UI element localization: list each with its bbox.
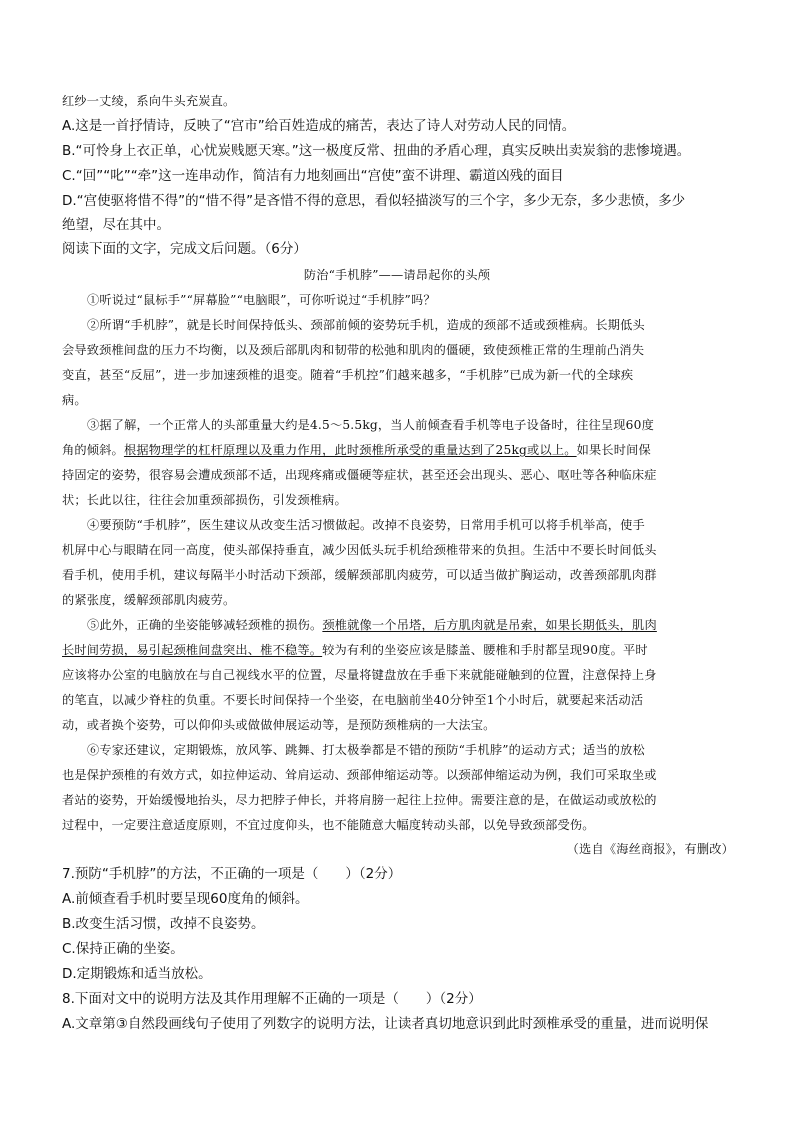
question-7-option-a [62, 890, 744, 908]
underlined-sentence-para-5b: 长时间劳损，易引起颈椎间盘突出、椎不稳等。 [62, 643, 323, 657]
para-2-line-2 [62, 341, 744, 359]
para-5-text-1a: ⑤此外，正确的坐姿能够减轻颈椎的损伤。 [87, 618, 323, 632]
para-6-text-2: 也是保护颈椎的有效方式，如拉伸运动、耸肩运动、颈部伸缩运动等。以颈部伸缩运动为例，我们可采取坐或 [62, 768, 657, 782]
para-4-text-4: 的紧张度，缓解颈部肌肉疲劳。 [62, 593, 236, 607]
para-1-line [87, 291, 744, 309]
option-c-text: C.“回”“叱”“牵”这一连串动作，简洁有力地刻画出“宫使”蛮不讲理、霸道凶残的面目 [62, 168, 564, 184]
para-3-line-3 [62, 466, 744, 484]
para-3-line-2 [62, 441, 744, 459]
para-2-text-4: 病。 [62, 393, 87, 407]
option-d-text: D.“宫使驱将惜不得”的“惜不得”是吝惜不得的意思，看似轻描淡写的三个字，多少无奈，多少悲愤，多少 [62, 193, 686, 209]
article-title-text: 防治“手机脖”——请昂起你的头颅 [303, 268, 491, 282]
para-2-text-3: 变直，甚至“反屈”，进一步加速颈椎的退变。随着“手机控”们越来越多，“手机脖”已成为新一代的全球疾 [62, 368, 634, 382]
question-7-option-b [62, 915, 744, 933]
question-8-option-a [62, 1015, 744, 1033]
underlined-sentence-para-3: 根据物理学的杠杆原理以及重力作用，此时颈椎所承受的重量达到了25kg或以上。 [123, 443, 577, 457]
para-6-line-4 [62, 816, 744, 834]
para-4-line-2 [62, 541, 744, 559]
para-5-text-4: 的笔直，以减少脊柱的负重。不要长时间保持一个坐姿，在电脑前坐40分钟至1个小时后，就要起来活动活 [62, 693, 644, 707]
para-3-line-1 [87, 416, 744, 434]
question-7-option-a-text: A.前倾查看手机时要呈现60度角的倾斜。 [62, 891, 309, 907]
question-7-option-c-text: C.保持正确的坐姿。 [62, 941, 184, 957]
para-6-text-1: ⑥专家还建议，定期锻炼，放风筝、跳舞、打太极拳都是不错的预防“手机脖”的运动方式；适当的放松 [87, 743, 645, 757]
question-7-option-b-text: B.改变生活习惯，改掉不良姿势。 [62, 916, 265, 932]
question-7-text: 7.预防“手机脖”的方法，不正确的一项是（ ）（2分） [62, 866, 402, 882]
para-2-text-2: 会导致颈椎间盘的压力不均衡，以及颈后部肌肉和韧带的松弛和肌肉的僵硬，致使颈椎正常的生理前凸消失 [62, 343, 645, 357]
para-6-line-3 [62, 791, 744, 809]
option-d-continued-text: 绝望，尽在其中。 [62, 217, 170, 233]
option-b-text: B.“可怜身上衣正单，心忧炭贱愿天寒。”这一极度反常、扭曲的矛盾心理，真实反映出卖炭翁的悲惨境遇。 [62, 143, 691, 159]
para-6-line-1 [87, 741, 744, 759]
para-3-text-1: ③据了解，一个正常人的头部重量大约是4.5～5.5kg，当人前倾查看手机等电子设备时，往往呈现60度 [87, 418, 654, 432]
para-3-text-2a: 角的倾斜。 [62, 443, 124, 457]
para-4-text-3: 看手机，使用手机，建议每隔半小时活动下颈部，缓解颈部肌肉疲劳，可以适当做扩胸运动，改善颈部肌肉群 [62, 568, 657, 582]
option-c [62, 167, 744, 185]
para-2-line-1 [87, 316, 744, 334]
source-note-text: （选自《海丝商报》，有删改） [566, 842, 734, 856]
para-3-text-2b: 如果长时间保 [576, 443, 651, 457]
question-8-option-a-text: A.文章第③自然段画线句子使用了列数字的说明方法，让读者真切地意识到此时颈椎承受的重量，进而说明保 [62, 1016, 709, 1032]
para-5-line-2 [62, 641, 744, 659]
question-8 [62, 990, 744, 1008]
para-4-line-3 [62, 566, 744, 584]
article-title [0, 266, 794, 284]
para-5-text-2b: 较为有利的坐姿应该是膝盖、腰椎和手肘都呈现90度。平时 [322, 643, 648, 657]
para-1-text: ①听说过“鼠标手”“屏幕脸”“电脑眼”，可你听说过“手机脖”吗？ [87, 293, 436, 307]
option-a [62, 117, 744, 135]
para-2-text-1: ②所谓“手机脖”，就是长时间保持低头、颈部前倾的姿势玩手机，造成的颈部不适或颈椎病。长期低头 [87, 318, 645, 332]
option-b [62, 142, 744, 160]
question-7-option-d [62, 965, 744, 983]
para-4-line-1 [87, 516, 744, 534]
para-5-line-5 [62, 716, 744, 734]
question-7 [62, 865, 744, 883]
para-6-text-3: 者站的姿势，开始缓慢地抬头，尽力把脖子伸长，并将肩膀一起往上拉伸。需要注意的是，在做运动或放松的 [62, 793, 657, 807]
para-5-line-4 [62, 691, 744, 709]
para-5-text-3: 应该将办公室的电脑放在与自己视线水平的位置，尽量将键盘放在手垂下来就能碰触到的位置，注意保持上身 [62, 668, 657, 682]
poem-line-text: 红纱一丈绫，系向牛头充炭直。 [62, 94, 236, 108]
reading-instruction [62, 240, 744, 258]
para-2-line-3 [62, 366, 744, 384]
para-6-text-4: 过程中，一定要注意适度原则，不宜过度仰头，也不能随意大幅度转动头部，以免导致颈部受伤。 [62, 818, 595, 832]
question-8-text: 8.下面对文中的说明方法及其作用理解不正确的一项是（ ）（2分） [62, 991, 482, 1007]
para-3-text-4: 状；长此以往，往往会加重颈部损伤，引发颈椎病。 [62, 493, 347, 507]
question-7-option-c [62, 940, 744, 958]
para-5-text-5: 动，或者换个姿势，可以仰仰头或做做伸展运动等，是预防颈椎病的一大法宝。 [62, 718, 496, 732]
source-note [567, 840, 734, 858]
para-2-line-4 [62, 391, 744, 409]
para-5-line-3 [62, 666, 744, 684]
para-4-text-1: ④要预防“手机脖”，医生建议从改变生活习惯做起。改掉不良姿势，日常用手机可以将手机举高，使手 [87, 518, 645, 532]
option-d [62, 192, 744, 210]
option-d-continued [62, 216, 744, 234]
option-a-text: A.这是一首抒情诗，反映了“宫市”给百姓造成的痛苦，表达了诗人对劳动人民的同情。 [62, 118, 576, 134]
para-4-line-4 [62, 591, 744, 609]
para-4-text-2: 机屏中心与眼睛在同一高度，使头部保持垂直，减少因低头玩手机给颈椎带来的负担。生活中不要长时间低头 [62, 543, 657, 557]
para-6-line-2 [62, 766, 744, 784]
para-5-line-1 [87, 616, 744, 634]
underlined-sentence-para-5a: 颈椎就像一个吊塔，后方肌肉就是吊索，如果长期低头，肌肉 [322, 618, 657, 632]
poem-line [62, 92, 744, 110]
question-7-option-d-text: D.定期锻炼和适当放松。 [62, 966, 212, 982]
reading-instruction-text: 阅读下面的文字，完成文后问题。（6分） [62, 241, 307, 257]
para-3-text-3: 持固定的姿势，很容易会遭成颈部不适，出现疼痛或僵硬等症状，甚至还会出现头、恶心、呕吐等各种临床症 [62, 468, 657, 482]
para-3-line-4 [62, 491, 744, 509]
